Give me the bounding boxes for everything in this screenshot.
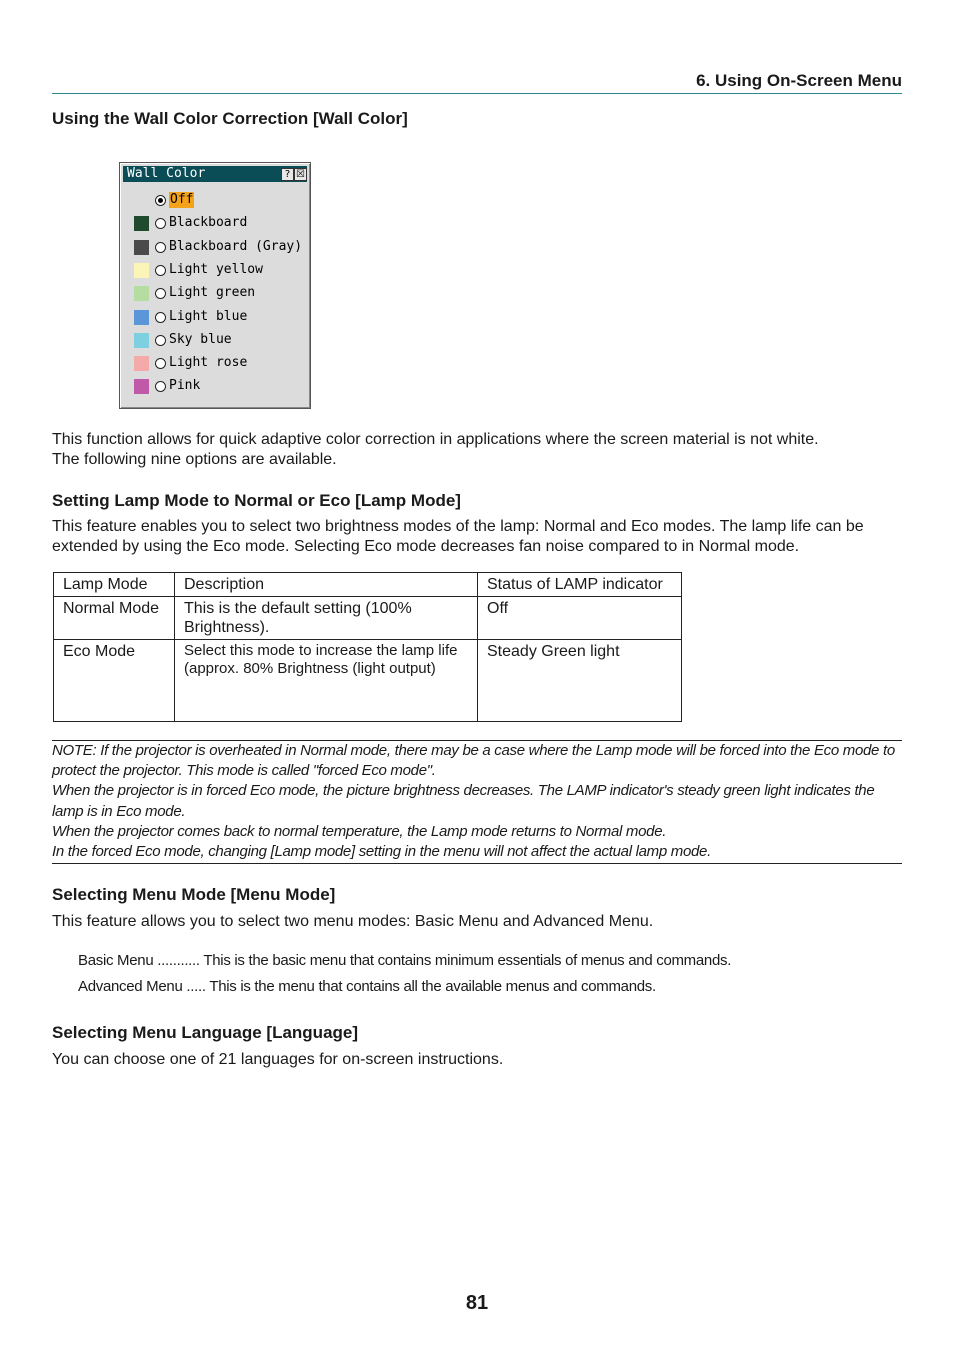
option-label: Off bbox=[170, 192, 194, 207]
dot-leader: ........... bbox=[153, 952, 204, 969]
table-cell: Normal Mode bbox=[54, 597, 175, 640]
table-cell: Eco Mode bbox=[54, 640, 175, 722]
radio-button[interactable] bbox=[155, 242, 166, 253]
radio-button[interactable] bbox=[155, 358, 166, 369]
note-line: NOTE: If the projector is overheated in Normal mode, there may be a case where the Lamp mode will be forced into the Eco mode to protect the projector. This mode is called "forced Eco mode". bbox=[52, 742, 895, 780]
lamp-mode-para-2: extended by using the Eco mode. Selecting Eco mode decreases fan noise compared to in Normal mode. bbox=[52, 538, 800, 555]
wall-color-option[interactable] bbox=[134, 284, 304, 304]
menu-mode-item-basic bbox=[78, 952, 731, 969]
lamp-mode-para-1: This feature enables you to select two brightness modes of the lamp: Normal and Eco modes. The lamp life can be bbox=[52, 518, 864, 535]
table-row bbox=[54, 597, 682, 640]
radio-button[interactable] bbox=[155, 335, 166, 346]
lamp-mode-table bbox=[53, 572, 682, 722]
option-label: Sky blue bbox=[169, 331, 232, 347]
radio-button[interactable] bbox=[155, 218, 166, 229]
color-swatch bbox=[134, 263, 149, 278]
wall-color-dialog bbox=[119, 162, 311, 409]
table-header: Lamp Mode bbox=[54, 573, 175, 597]
table-cell: This is the default setting (100% Brightness). bbox=[175, 597, 478, 640]
menu-desc: This is the basic menu that contains minimum essentials of menus and commands. bbox=[203, 952, 732, 969]
color-swatch bbox=[134, 333, 149, 348]
color-swatch bbox=[134, 216, 149, 231]
option-label: Light green bbox=[169, 285, 256, 301]
color-swatch bbox=[134, 286, 149, 301]
menu-mode-item-advanced bbox=[78, 978, 656, 995]
option-label: Blackboard (Gray) bbox=[169, 238, 303, 254]
language-heading: Selecting Menu Language [Language] bbox=[52, 1023, 359, 1042]
wall-color-option[interactable] bbox=[134, 191, 304, 211]
wall-color-option[interactable] bbox=[134, 238, 304, 258]
wall-color-option[interactable] bbox=[134, 308, 304, 328]
menu-mode-heading: Selecting Menu Mode [Menu Mode] bbox=[52, 885, 336, 904]
color-swatch bbox=[134, 240, 149, 255]
option-label: Pink bbox=[169, 378, 201, 394]
radio-button[interactable] bbox=[155, 312, 166, 323]
table-row bbox=[54, 640, 682, 722]
dialog-titlebar bbox=[123, 166, 307, 182]
table-header-row bbox=[54, 573, 682, 597]
table-header: Description bbox=[175, 573, 478, 597]
table-header: Status of LAMP indicator bbox=[478, 573, 682, 597]
lamp-mode-note bbox=[52, 740, 902, 864]
color-swatch bbox=[134, 310, 149, 325]
wall-color-para-2: The following nine options are available. bbox=[52, 451, 337, 468]
option-label: Blackboard bbox=[169, 215, 248, 231]
color-swatch bbox=[134, 356, 149, 371]
option-label: Light yellow bbox=[169, 261, 263, 277]
page-number: 81 bbox=[465, 1292, 489, 1314]
help-icon[interactable]: ? bbox=[281, 168, 294, 181]
table-cell: Off bbox=[478, 597, 682, 640]
radio-button[interactable] bbox=[155, 195, 166, 206]
radio-button[interactable] bbox=[155, 288, 166, 299]
radio-button[interactable] bbox=[155, 381, 166, 392]
wall-color-option[interactable] bbox=[134, 261, 304, 281]
dot-leader: ..... bbox=[182, 978, 210, 995]
wall-color-option[interactable] bbox=[134, 331, 304, 351]
note-line: In the forced Eco mode, changing [Lamp mode] setting in the menu will not affect the actual lamp mode. bbox=[52, 843, 711, 861]
option-label: Light rose bbox=[169, 355, 248, 371]
chapter-header: 6. Using On-Screen Menu bbox=[696, 71, 902, 90]
dialog-title: Wall Color bbox=[127, 166, 206, 181]
wall-color-option[interactable] bbox=[134, 377, 304, 397]
menu-term: Advanced Menu bbox=[78, 978, 183, 995]
wall-color-option[interactable] bbox=[134, 214, 304, 234]
option-label: Light blue bbox=[169, 308, 248, 324]
close-icon[interactable]: ☒ bbox=[294, 168, 307, 181]
table-cell: Steady Green light bbox=[478, 640, 682, 722]
wall-color-option[interactable] bbox=[134, 354, 304, 374]
note-line: When the projector is in forced Eco mode, the picture brightness decreases. The LAMP indicator's steady green light indicates the lamp is in Eco mode. bbox=[52, 782, 875, 820]
menu-desc: This is the menu that contains all the available menus and commands. bbox=[209, 978, 656, 995]
menu-term: Basic Menu bbox=[78, 952, 154, 969]
radio-button[interactable] bbox=[155, 265, 166, 276]
menu-mode-para: This feature allows you to select two menu modes: Basic Menu and Advanced Menu. bbox=[52, 913, 654, 930]
note-line: When the projector comes back to normal temperature, the Lamp mode returns to Normal mode. bbox=[52, 822, 667, 840]
color-swatch bbox=[134, 379, 149, 394]
lamp-mode-heading: Setting Lamp Mode to Normal or Eco [Lamp Mode] bbox=[52, 491, 461, 510]
wall-color-para-1: This function allows for quick adaptive color correction in applications where the screen material is not white. bbox=[52, 431, 819, 448]
language-para: You can choose one of 21 languages for on-screen instructions. bbox=[52, 1051, 504, 1068]
header-rule bbox=[52, 93, 902, 94]
table-cell: Select this mode to increase the lamp life (approx. 80% Brightness (light output) bbox=[175, 640, 478, 722]
wall-color-heading: Using the Wall Color Correction [Wall Color] bbox=[52, 109, 408, 128]
